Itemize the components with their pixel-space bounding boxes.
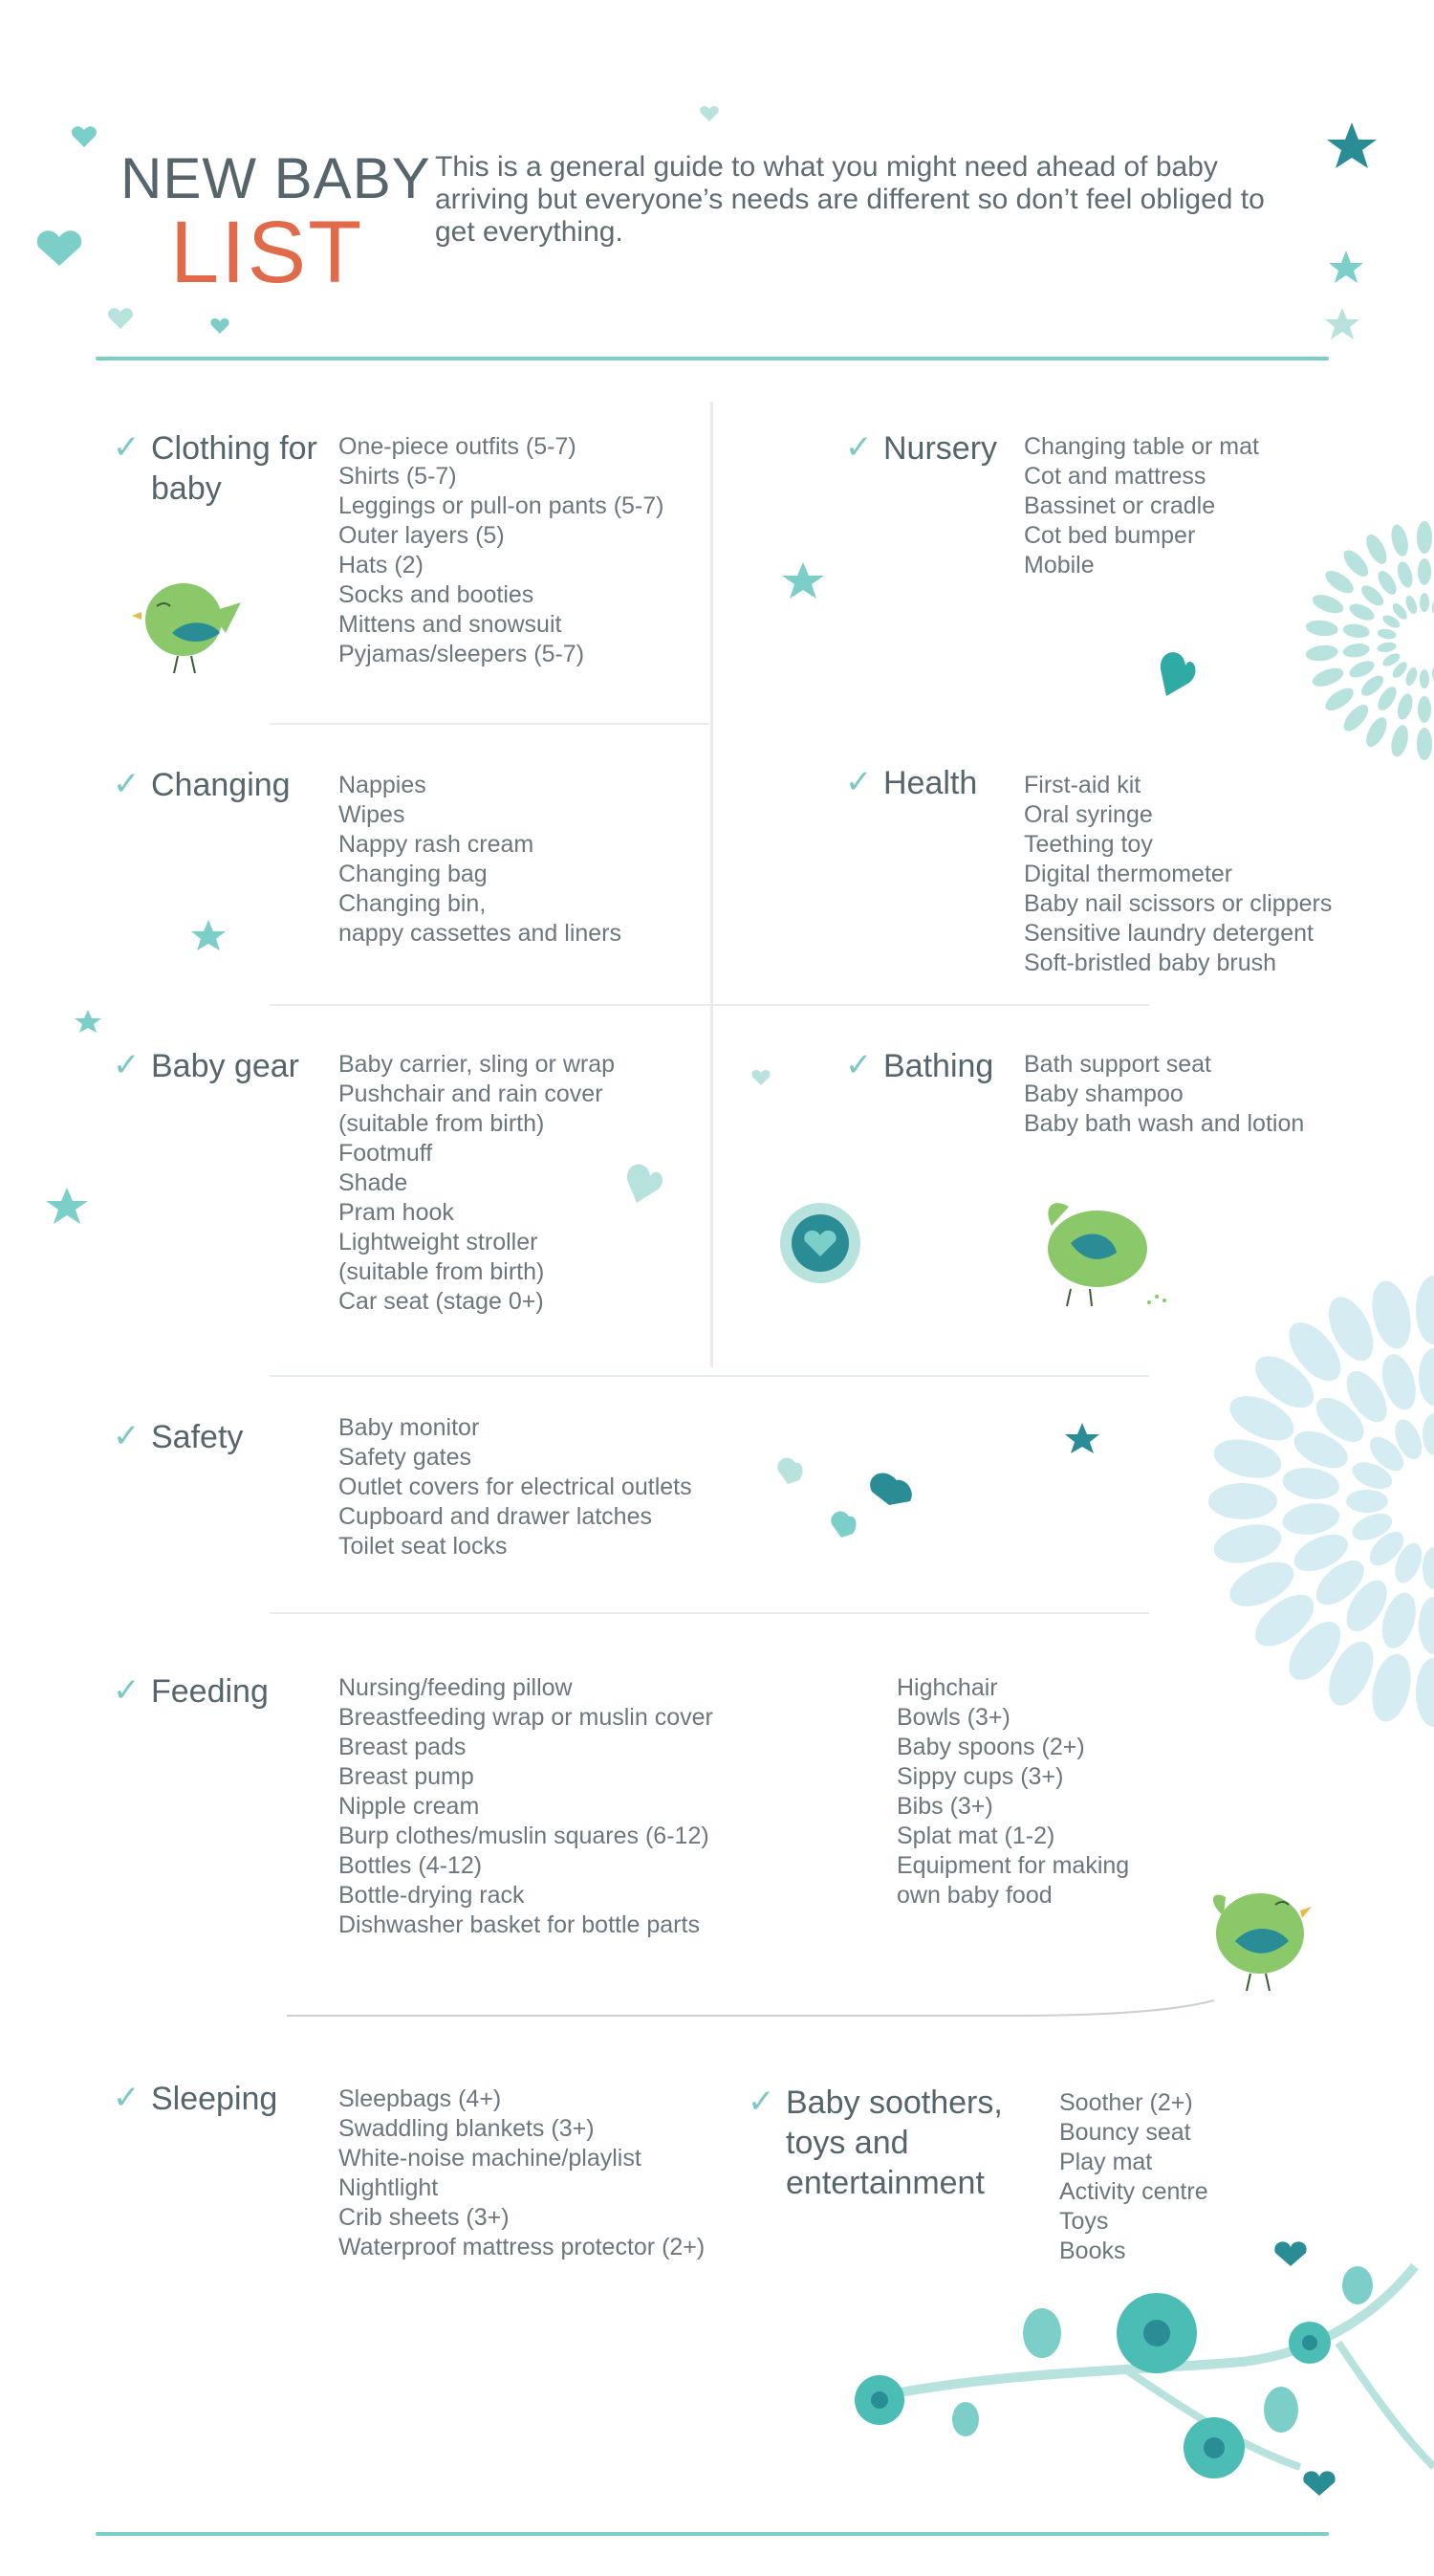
check-icon: ✓ — [845, 1047, 873, 1083]
list-item: Outlet covers for electrical outlets — [338, 1474, 692, 1500]
list-item: Mobile — [1024, 552, 1095, 579]
list-item: Baby monitor — [338, 1414, 480, 1441]
burst-petal — [1280, 1499, 1341, 1538]
check-icon: ✓ — [113, 2080, 141, 2116]
check-icon: ✓ — [113, 1672, 141, 1709]
burst-petal — [1430, 666, 1434, 687]
heart-icon — [751, 1070, 770, 1085]
list-item: Footmuff — [338, 1140, 433, 1167]
burst-icon — [1157, 1233, 1434, 1769]
list-item: Hats (2) — [338, 552, 424, 579]
heart-icon — [72, 126, 97, 147]
list-item: Shirts (5-7) — [338, 463, 457, 490]
page-title-new-baby: NEW BABY — [120, 146, 431, 210]
section-title: Nursery — [883, 430, 998, 467]
burst-petal — [1366, 1277, 1417, 1353]
star-icon — [1329, 251, 1363, 283]
list-item: Sleepbags (4+) — [338, 2085, 502, 2112]
star-icon — [46, 1188, 88, 1224]
burst-petal — [1362, 714, 1391, 751]
check-icon: ✓ — [113, 1418, 141, 1454]
list-item: Pushchair and rain cover — [338, 1081, 603, 1107]
list-item: Shade — [338, 1169, 408, 1196]
list-item: Changing table or mat — [1024, 433, 1259, 460]
section-title: Bathing — [883, 1048, 994, 1084]
heart-icon — [831, 1512, 856, 1538]
page-title-list: LIST — [170, 204, 364, 301]
burst-petal — [1362, 532, 1391, 568]
list-item: Cot and mattress — [1024, 463, 1206, 490]
burst-petal — [1339, 546, 1373, 580]
heart-icon — [777, 1458, 802, 1484]
list-item: Lightweight stroller — [338, 1229, 538, 1255]
list-item: Bibs (3+) — [897, 1793, 993, 1820]
burst-petal — [1347, 600, 1377, 623]
star-icon — [782, 562, 824, 599]
section-title: Baby gear — [151, 1048, 299, 1084]
list-item: Bottles (4-12) — [338, 1852, 483, 1879]
burst-petal — [1310, 591, 1345, 617]
list-item: Pyjamas/sleepers (5-7) — [338, 641, 585, 667]
list-item: Activity centre — [1059, 2178, 1208, 2205]
list-item: Waterproof mattress protector (2+) — [338, 2234, 706, 2260]
list-item: (suitable from birth) — [338, 1110, 545, 1137]
burst-petal — [1322, 684, 1358, 714]
section-title: Feeding — [151, 1673, 269, 1710]
list-item: own baby food — [897, 1882, 1053, 1909]
list-item: Wipes — [338, 801, 405, 828]
burst-petal — [1377, 627, 1397, 640]
check-icon: ✓ — [845, 764, 873, 800]
burst-petal — [1416, 1276, 1434, 1344]
list-item: Toilet seat locks — [338, 1533, 508, 1560]
heart-icon — [700, 106, 718, 121]
list-item: Cupboard and drawer latches — [338, 1503, 652, 1530]
section-title: Clothing for baby — [151, 430, 317, 507]
list-item: Books — [1059, 2238, 1126, 2264]
burst-petal — [1388, 723, 1411, 758]
list-item: Toys — [1059, 2208, 1109, 2235]
star-icon — [1325, 308, 1359, 339]
list-item: First-aid kit — [1024, 772, 1141, 798]
list-item: Burp clothes/muslin squares (6-12) — [338, 1823, 709, 1849]
burst-petal — [1416, 1658, 1434, 1727]
burst-petal — [1423, 1547, 1434, 1589]
burst-icon — [1271, 507, 1434, 784]
heart-icon — [1161, 652, 1196, 696]
list-item: Nursing/feeding pillow — [338, 1674, 573, 1701]
heart-icon — [870, 1473, 912, 1505]
bird-icon — [1048, 1203, 1166, 1306]
burst-petal — [1305, 644, 1339, 663]
burst-petal — [1342, 622, 1371, 640]
section-title: Sleeping — [151, 2081, 278, 2117]
burst-petal — [1395, 560, 1415, 590]
burst-petal — [1210, 1433, 1286, 1484]
section-title: Baby soothers, toys and entertainment — [786, 2085, 1003, 2201]
list-item: Changing bag — [338, 861, 488, 887]
flower-branch-icon — [841, 2228, 1434, 2515]
burst-petal — [1366, 1650, 1417, 1726]
burst-petal — [1419, 1348, 1434, 1406]
list-item: nappy cassettes and liners — [338, 920, 622, 947]
check-icon: ✓ — [113, 766, 141, 802]
star-icon — [1065, 1423, 1099, 1453]
list-item: Nightlight — [338, 2174, 439, 2201]
burst-petal — [1339, 701, 1373, 735]
list-item: Equipment for making — [897, 1852, 1130, 1879]
list-item: Soft-bristled baby brush — [1024, 950, 1277, 976]
burst-petal — [1420, 669, 1429, 688]
list-item: Breast pump — [338, 1763, 474, 1790]
heart-icon — [210, 318, 228, 334]
list-item: Mittens and snowsuit — [338, 611, 562, 638]
burst-petal — [1395, 692, 1415, 722]
burst-petal — [1419, 1597, 1434, 1654]
list-item: Highchair — [897, 1674, 998, 1701]
list-item: Pram hook — [338, 1199, 454, 1226]
list-item: Dishwasher basket for bottle parts — [338, 1911, 700, 1938]
list-item: Cot bed bumper — [1024, 522, 1196, 549]
list-item: Bottle-drying rack — [338, 1882, 525, 1909]
list-item: Teething toy — [1024, 831, 1153, 858]
burst-petal — [1210, 1518, 1286, 1569]
burst-petal — [1418, 696, 1431, 723]
list-item: Bouncy seat — [1059, 2119, 1191, 2146]
burst-petal — [1417, 521, 1432, 554]
section-title: Safety — [151, 1419, 244, 1455]
list-item: Splat mat (1-2) — [897, 1823, 1055, 1849]
heart-icon — [780, 1203, 860, 1283]
list-item: Nappies — [338, 772, 426, 798]
star-icon — [75, 1010, 101, 1033]
list-item: Outer layers (5) — [338, 522, 505, 549]
burst-petal — [1417, 728, 1432, 760]
burst-petal — [1310, 665, 1345, 690]
check-icon: ✓ — [845, 429, 873, 466]
list-item: Sippy cups (3+) — [897, 1763, 1064, 1790]
list-item: Bowls (3+) — [897, 1704, 1010, 1731]
list-item: Crib sheets (3+) — [338, 2204, 510, 2231]
check-icon: ✓ — [113, 1047, 141, 1083]
list-item: Digital thermometer — [1024, 861, 1233, 887]
star-icon — [191, 920, 226, 950]
list-item: Nipple cream — [338, 1793, 480, 1820]
burst-petal — [1418, 558, 1431, 585]
bird-icon — [132, 583, 241, 673]
list-item: White-noise machine/playlist — [338, 2145, 641, 2172]
list-item: Safety gates — [338, 1444, 471, 1471]
heart-icon — [37, 230, 81, 266]
section-title: Health — [883, 765, 978, 801]
heart-icon — [108, 308, 133, 329]
burst-petal — [1430, 594, 1434, 615]
bird-icon — [1213, 1893, 1312, 1991]
bottom-divider — [96, 2532, 1329, 2536]
list-item: Oral syringe — [1024, 801, 1153, 828]
list-item: Play mat — [1059, 2149, 1153, 2175]
burst-petal — [1342, 642, 1371, 659]
burst-petal — [1347, 658, 1377, 681]
list-item: Baby nail scissors or clippers — [1024, 890, 1333, 917]
intro-text: This is a general guide to what you might need ahead of baby arriving but everyone’s needs are different so don’t feel obliged to get everything. — [435, 151, 1265, 248]
check-icon: ✓ — [748, 2084, 775, 2120]
list-item: Swaddling blankets (3+) — [338, 2115, 595, 2142]
heart-icon — [627, 1165, 663, 1203]
list-item: One-piece outfits (5-7) — [338, 433, 576, 460]
list-item: Breast pads — [338, 1734, 467, 1760]
burst-petal — [1388, 523, 1411, 558]
list-item: Baby shampoo — [1024, 1081, 1184, 1107]
list-item: Soother (2+) — [1059, 2089, 1193, 2116]
list-item: Changing bin, — [338, 890, 487, 917]
burst-petal — [1377, 641, 1397, 653]
list-item: Breastfeeding wrap or muslin cover — [338, 1704, 713, 1731]
list-item: Bath support seat — [1024, 1051, 1211, 1078]
burst-petal — [1420, 593, 1429, 612]
header-decorations — [0, 0, 1434, 382]
list-item: Socks and booties — [338, 581, 534, 608]
section-title: Changing — [151, 767, 291, 803]
burst-petal — [1423, 1413, 1434, 1455]
burst-petal — [1346, 1490, 1388, 1513]
star-icon — [1327, 122, 1377, 168]
list-item: Car seat (stage 0+) — [338, 1288, 544, 1315]
burst-petal — [1305, 619, 1339, 638]
list-item: Baby carrier, sling or wrap — [338, 1051, 616, 1078]
list-item: Bassinet or cradle — [1024, 492, 1216, 519]
list-item: Leggings or pull-on pants (5-7) — [338, 492, 664, 519]
burst-petal — [1322, 566, 1358, 597]
list-item: Sensitive laundry detergent — [1024, 920, 1314, 947]
list-item: Nappy rash cream — [338, 831, 534, 858]
check-icon: ✓ — [113, 429, 141, 466]
burst-petal — [1280, 1464, 1341, 1502]
list-item: Baby spoons (2+) — [897, 1734, 1085, 1760]
list-item: Baby bath wash and lotion — [1024, 1110, 1305, 1137]
list-item: (suitable from birth) — [338, 1258, 545, 1285]
burst-petal — [1208, 1483, 1277, 1519]
